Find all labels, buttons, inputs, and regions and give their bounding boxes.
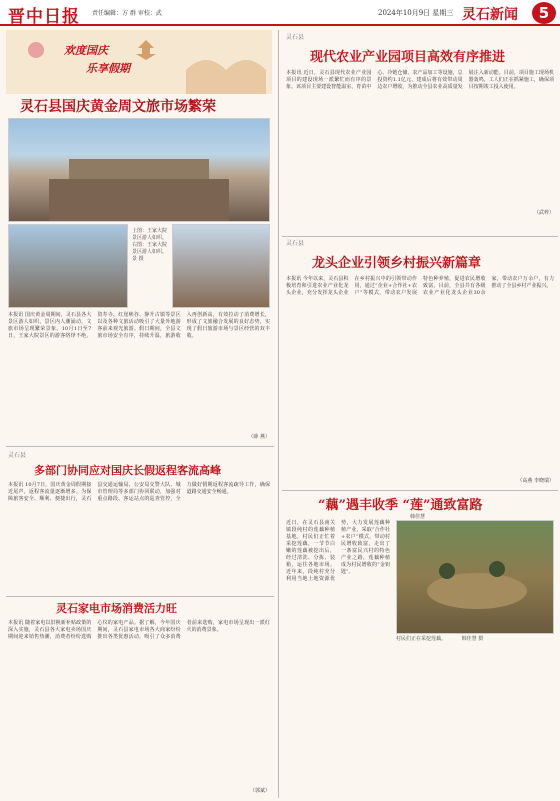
story5-kicker: 灵石县 [286, 240, 305, 247]
caption-text: 村民们正在采挖莲藕。 [396, 636, 447, 642]
pagoda-illustration [6, 30, 272, 94]
banner-line-1: 欢度国庆 [64, 44, 108, 57]
story4-kicker: 灵石县 [286, 34, 305, 41]
story1-title: 灵石县国庆黄金周文旅市场繁荣 [20, 99, 216, 115]
issue-date: 2024年10月9日 星期三 [378, 9, 454, 17]
story3-title: 灵石家电市场消费活力旺 [56, 602, 177, 615]
story3-byline: （郭斌） [249, 788, 270, 794]
story2-title: 多部门协同应对国庆长假返程客流高峰 [34, 464, 221, 477]
story1-caption [132, 228, 168, 263]
harvest-illustration [397, 521, 554, 634]
page-number: 5 [532, 2, 556, 24]
story4-body: 本报讯 近日，灵石县现代农业产业园项目的建设现场一派繁忙而有序的景象。该项目主要建设智能温室、育苗中心、冷链仓储、农产品加工等设施，总投资约1.1亿元，建成后将有效带动周边农户增收，为推动全县农业高质量发展注入新动能。目前，项目施工现场机器轰鸣，工人们正在抓紧施工，确保项目按期竣工投入使用。 [286, 70, 554, 90]
caption-byline: 景 摄 [132, 256, 144, 262]
crowd-photo-2 [8, 224, 128, 308]
banner-line-2: 乐享假期 [86, 62, 130, 75]
story2-body: 本报讯 10月7日，国庆黄金周假期接近尾声，返程客流量逐渐增多。为保障旅客安全、顺利、便捷出行，灵石县交通运输局、公安局交警大队、城市管理局等多部门协同联动，加强对重点路段、客运站点的巡查管控，全力做好假期返程客流疏导工作，确保道路交通安全畅通。 [8, 482, 270, 502]
masthead [0, 0, 560, 26]
crowd-illustration [9, 119, 270, 222]
story2-kicker: 灵石县 [8, 452, 27, 459]
story6-byline-top: 韩佳慧 [410, 514, 426, 520]
crowd-photo-3 [172, 224, 270, 308]
caption-right: 右图：王家大院景区游人如织。 [132, 242, 168, 255]
story5-byline: （高燕 李晓瑞） [517, 478, 554, 484]
story1-byline: （薛 燕） [248, 434, 270, 440]
story6-caption [396, 636, 554, 643]
story3-body: 本报讯 随着家电以旧换新补贴政策的深入实施，灵石县各大家电卖场国庆期间迎来销售热潮，消费者纷纷选购心仪的家电产品。据了解，今年国庆期间，灵石县家电市场各大商家纷纷推出各类优惠活动，吸引了众多消费者前来选购，家电市场呈现出一派红火的消费景象。 [8, 620, 270, 640]
story1-body: 本报讯 国庆黄金周期间，灵石县各大景区游人如织，景区内人潮涌动，文旅市场呈现繁荣景象。10月1日至7日，王家大院景区的游客络绎不绝，资寿寺、红崖峡谷、静升古镇等景区以及各种文旅活动吸引了大量外地游客前来观光旅游。假日期间，全县文旅市场安全有序，持续升温，旅游收入再创新高，有效拉动了消费增长，形成了文旅融合发展的良好态势，实现了假日旅游市场与景区经营的双丰收。 [8, 312, 270, 339]
caption-byline: 韩佳慧 摄 [461, 636, 484, 642]
section-name: 灵石新闻 [462, 7, 518, 23]
paper-logo: 晋中日报 [8, 7, 80, 27]
story4-title: 现代农业产业园项目高效有序推进 [310, 50, 506, 65]
story4-byline: （武梓） [533, 210, 554, 216]
caption-top: 上图：王家大院景区游人如织。 [132, 228, 168, 241]
story6-body-left: 近日，在灵石县南关镇段纯村的莲藕种植基地，村民们正忙着采挖莲藕，一节节白嫩的莲藕被挖出后，经过清洗、分拣、装箱，运往各地市场。近年来，段纯村充分利用当地土地资源优势，大力发展莲藕种植产业，采取“合作社+农户”模式，带动村民增收致富，走出了一条富民兴村的特色产业之路，莲藕种植成为村民增收的“金钥匙”。 [286, 520, 390, 582]
story6-body-right [396, 648, 554, 796]
story5-body: 本报讯 今年以来，灵石县积极培育和引进农业产业化龙头企业，充分发挥龙头企业在乡村振兴中的引领带动作用，通过“企业+合作社+农户”等模式，带动农户发展特色种养殖，促进农民增收致富。目前，全县共有各级农业产业化龙头企业30余家，带动农户万余户，有力推动了全县乡村产业振兴。 [286, 276, 554, 296]
story6-title: “藕”遇丰收季 “莲”通致富路 [318, 498, 483, 513]
crowd-photo-1 [8, 118, 270, 222]
holiday-banner [6, 30, 272, 94]
story5-title: 龙头企业引领乡村振兴新篇章 [312, 256, 482, 271]
lotus-root-photo [396, 520, 554, 634]
editor-line: 责任编辑：方 群 审校：武 [92, 10, 162, 17]
